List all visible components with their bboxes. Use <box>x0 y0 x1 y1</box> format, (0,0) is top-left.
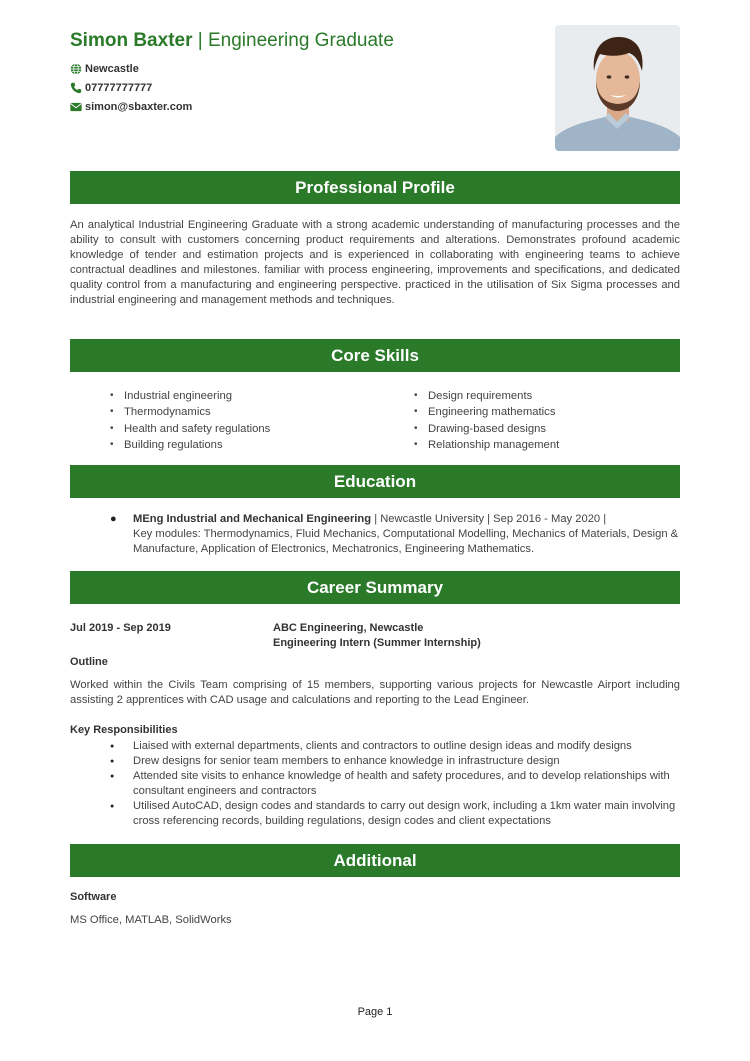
page-number: Page 1 <box>357 1006 393 1018</box>
job-role: Engineering Intern (Summer Internship) <box>273 637 481 649</box>
email-text[interactable]: simon@sbaxter.com <box>85 101 193 113</box>
skill-item: • Building regulations <box>110 437 270 453</box>
section-header-skills: Core Skills <box>70 339 680 372</box>
phone-icon <box>70 82 82 94</box>
degree-name: MEng Industrial and Mechanical Engineering <box>133 513 372 525</box>
skills-list-right <box>414 388 559 453</box>
responsibility-item: ● Liaised with external departments, clients and contractors to outline design ideas and modify designs <box>110 739 682 754</box>
education-entry <box>133 512 680 557</box>
section-header-education: Education <box>70 465 680 498</box>
title-separator: | <box>197 30 203 51</box>
section-header-additional: Additional <box>70 844 680 877</box>
software-label: Software <box>70 891 117 903</box>
degree-details: | Newcastle University | Sep 2016 - May 2020 | <box>371 513 607 525</box>
skill-item: • Thermodynamics <box>110 404 270 420</box>
phone-row <box>70 82 152 94</box>
skill-item: • Health and safety regulations <box>110 421 270 437</box>
skills-list-left <box>110 388 270 453</box>
responsibility-item: ● Attended site visits to enhance knowledge of health and safety procedures, and to develop relationships with consultant engineers and contractors <box>110 769 682 799</box>
profile-summary: An analytical Industrial Engineering Graduate with a strong academic understanding of manufacturing processes and the ability to consult with customers concerning product requirements and alterations. Demonstrates profound academic knowledge of tender and estimation projects and is experienced in collaborating with engineering teams to achieve contractual deadlines and milestones. familiar with process engineering, improvements and specifications, and dedicated quality control from a manufacturing and engineering perspective. practiced in the utilisation of Six Sigma processes and industrial engineering and management methods and techniques. <box>70 219 680 306</box>
phone-text: 07777777777 <box>85 82 153 94</box>
skill-item: • Drawing-based designs <box>414 421 559 437</box>
full-name: Simon Baxter <box>70 30 193 51</box>
outline-label: Outline <box>70 656 108 668</box>
education-bullet: ● <box>110 513 117 525</box>
skill-item: • Design requirements <box>414 388 559 404</box>
job-title: Engineering Graduate <box>207 30 394 51</box>
outline-text: Worked within the Civils Team comprising of 15 members, supporting various projects for Newcastle Airport including assisting 2 apprentices with CAD usage and calculations and reporting to the Lead Engineer. <box>70 679 680 706</box>
responsibilities-list <box>110 739 682 829</box>
location-row <box>70 63 139 75</box>
job-company: ABC Engineering, Newcastle <box>273 622 424 634</box>
name-title-line <box>70 30 394 52</box>
section-header-profile: Professional Profile <box>70 171 680 204</box>
email-row <box>70 101 192 113</box>
responsibility-item: ● Drew designs for senior team members to enhance knowledge in infrastructure design <box>110 754 682 769</box>
job-dates: Jul 2019 - Sep 2019 <box>70 622 171 634</box>
responsibilities-label: Key Responsibilities <box>70 724 178 736</box>
skill-item: • Engineering mathematics <box>414 404 559 420</box>
profile-photo <box>555 25 680 151</box>
skill-item: • Industrial engineering <box>110 388 270 404</box>
skill-item: • Relationship management <box>414 437 559 453</box>
degree-modules: Key modules: Thermodynamics, Fluid Mechanics, Computational Modelling, Mechanics of Materials, Design & Manufacture, Application of Electronics, Mechatronics, Engineering Mathematics. <box>133 528 679 555</box>
responsibility-item: ● Utilised AutoCAD, design codes and standards to carry out design work, including a 1km water main involving cross referencing records, building regulations, design codes and client expectations <box>110 799 682 829</box>
envelope-icon <box>70 101 82 113</box>
globe-icon <box>70 63 82 75</box>
software-text: MS Office, MATLAB, SolidWorks <box>70 914 232 926</box>
section-header-career: Career Summary <box>70 571 680 604</box>
location-text: Newcastle <box>85 63 139 75</box>
